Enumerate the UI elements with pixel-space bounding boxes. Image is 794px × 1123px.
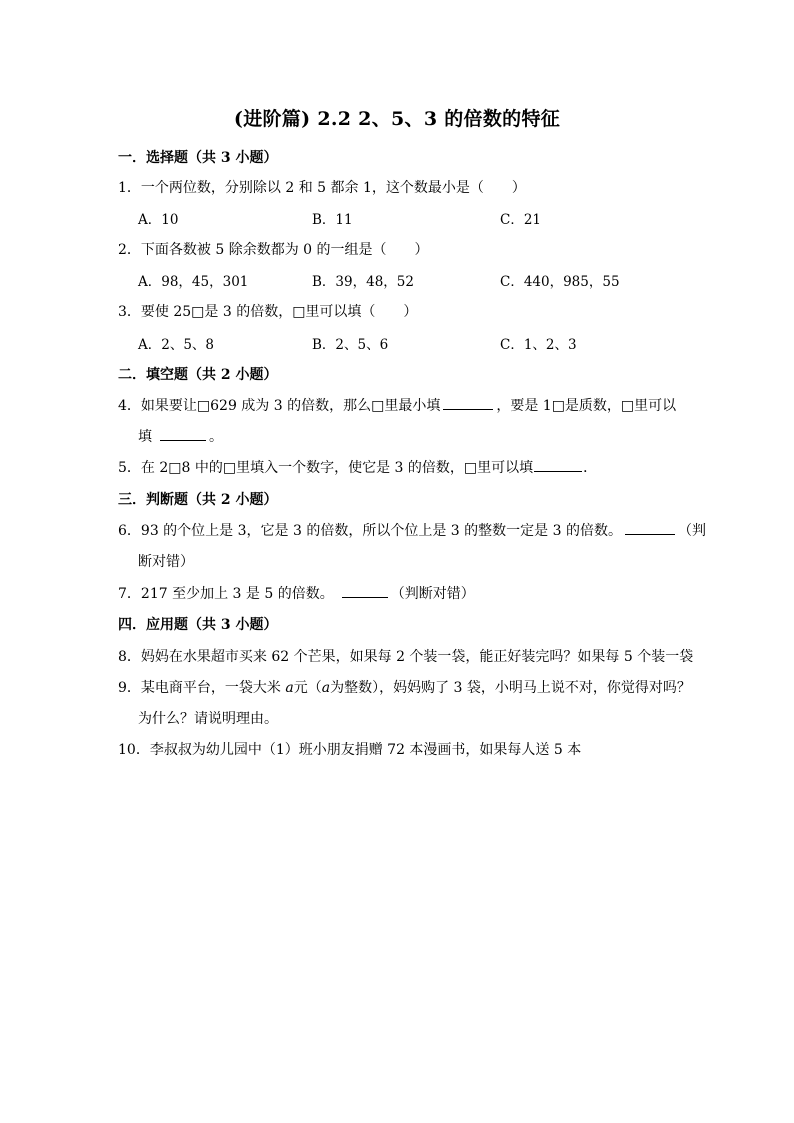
q7-text-2: （判断对错）: [390, 586, 475, 602]
q1-option-c: C．21: [500, 212, 542, 228]
page-title: (进阶篇) 2.2 2、5、3 的倍数的特征: [233, 108, 561, 130]
question-2: 2．下面各数被 5 除余数都为 0 的一组是（ ）: [118, 242, 429, 258]
q4-answer-blank-2[interactable]: [160, 426, 206, 441]
q4-answer-blank-1[interactable]: [443, 395, 493, 410]
q4-text-3: 填: [138, 429, 152, 445]
question-9: [118, 677, 691, 697]
q5-text-1: 5．在 2□8 中的□里填入一个数字，使它是 3 的倍数，□里可以填: [118, 460, 534, 476]
question-3: 3．要使 25□是 3 的倍数，□里可以填（ ）: [118, 304, 418, 320]
question-9-cont: 为什么？请说明理由。: [138, 711, 278, 727]
q1-option-a: A．10: [138, 212, 179, 228]
q5-answer-blank[interactable]: [534, 457, 582, 472]
q5-text-2: ．: [583, 460, 598, 476]
section-heading-application: 四．应用题（共 3 小题）: [118, 617, 278, 633]
question-6: [118, 520, 706, 540]
q4-text-2: ，要是 1□是质数，□里可以: [496, 398, 677, 414]
q9-text-2: 元（: [293, 680, 322, 696]
section-heading-choice: 一．选择题（共 3 小题）: [118, 150, 278, 166]
q4-text-4: 。: [209, 429, 223, 445]
q2-option-b: B．39，48，52: [312, 274, 414, 290]
question-10: 10．李叔叔为幼儿园中（1）班小朋友捐赠 72 本漫画书，如果每人送 5 本: [118, 742, 582, 758]
section-heading-fill: 二．填空题（共 2 小题）: [118, 367, 278, 383]
q3-option-b: B．2、5、6: [312, 337, 389, 353]
question-4-cont: [138, 426, 223, 446]
section-heading-judge: 三．判断题（共 2 小题）: [118, 492, 278, 508]
question-4: [118, 395, 676, 415]
q7-answer-blank[interactable]: [342, 583, 388, 598]
q3-option-c: C．1、2、3: [500, 337, 577, 353]
q2-option-c: C．440，985，55: [500, 274, 620, 290]
q9-text-3: 为整数），妈妈购了 3 袋，小明马上说不对，你觉得对吗？: [330, 680, 691, 696]
q9-variable-a-2: a: [321, 680, 331, 696]
question-6-cont: 断对错）: [138, 554, 194, 570]
q7-text-1: 7．217 至少加上 3 是 5 的倍数。: [118, 586, 334, 602]
question-1: 1．一个两位数，分别除以 2 和 5 都余 1，这个数最小是（ ）: [118, 180, 526, 196]
q4-text-1: 4．如果要让□629 成为 3 的倍数，那么□里最小填: [118, 398, 441, 414]
q9-variable-a: a: [285, 680, 294, 696]
q3-option-a: A．2、5、8: [138, 337, 215, 353]
q9-text-1: 9．某电商平台，一袋大米: [118, 680, 286, 696]
q6-text-1: 6．93 的个位上是 3，它是 3 的倍数，所以个位上是 3 的整数一定是 3 的倍数。: [118, 523, 622, 539]
q2-option-a: A．98，45，301: [138, 274, 249, 290]
question-5: [118, 457, 597, 477]
q1-option-b: B．11: [312, 212, 353, 228]
q6-answer-blank[interactable]: [625, 520, 675, 535]
question-8: 8．妈妈在水果超市买来 62 个芒果，如果每 2 个装一袋，能正好装完吗？如果每 5 个装一袋: [118, 649, 694, 665]
question-7: [118, 583, 475, 603]
q6-text-2: （判: [677, 523, 706, 539]
